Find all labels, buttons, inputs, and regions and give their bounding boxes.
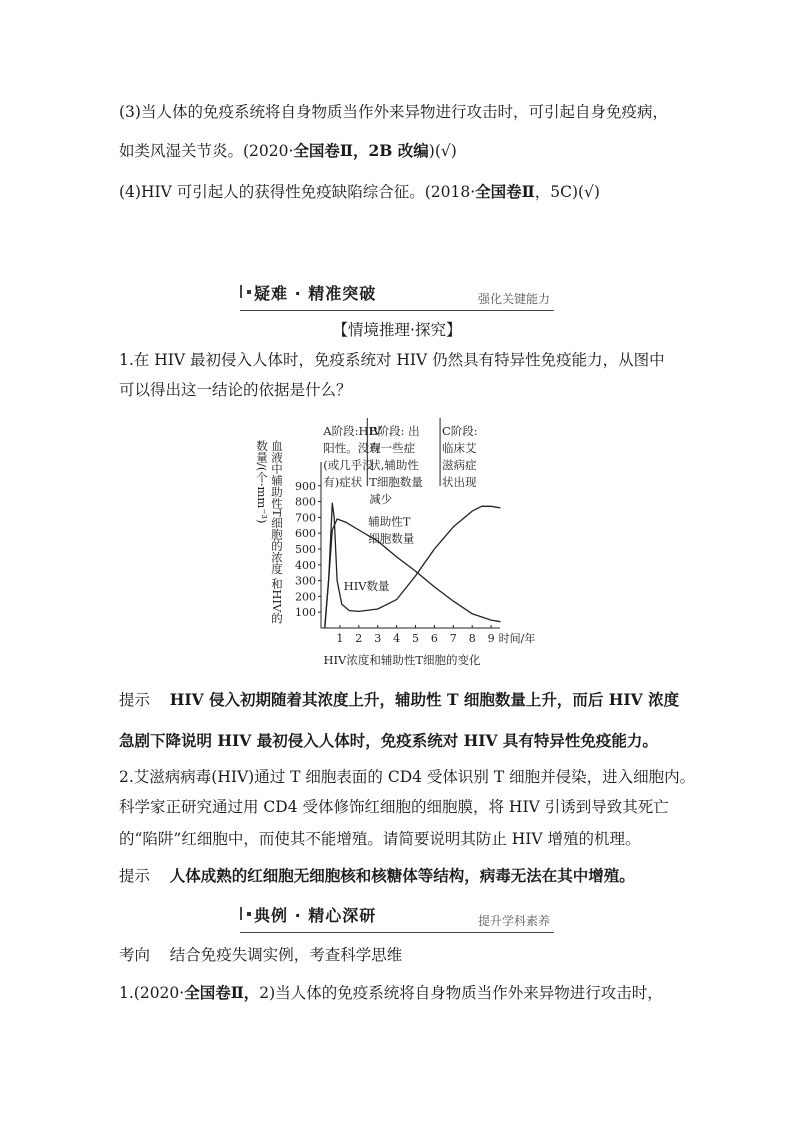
y-tick-label: 400 [295,558,316,572]
y-tick-label: 900 [295,479,316,493]
question-2-line-3: 的“陷阱”红细胞中，而使其不能增殖。请简要说明其防止 HIV 增殖的机理。 [119,830,641,848]
stage-A-text: 阳性。没有 [323,441,381,455]
y-tick-label: 700 [295,511,316,525]
kaoxiang-text: 结合免疫失调实例，考查科学思维 [169,946,403,964]
stage-B-text: 现一些症 [369,441,416,455]
tip-1-line-2: 急剧下降说明 HIV 最初侵入人体时，免疫系统对 HIV 具有特异性免疫能力。 [119,731,658,750]
q3-text: 2)当人体的免疫系统将自身物质当作外来异物进行攻击时， [259,984,663,1002]
q3-source: 全国卷Ⅱ， [184,983,260,1002]
y-tick-label: 800 [295,495,316,509]
series-label-helper-t-cells: 辅助性T [368,514,411,529]
tip-1-text-1: HIV 侵入初期随着其浓度上升，辅助性 T 细胞数量上升，而后 HIV 浓度 [169,690,680,709]
x-tick-label: 8 [468,632,476,645]
stage-A-text: A阶段:HIV [323,424,382,438]
tip-2 [119,866,699,886]
section-subtitle: 强化关键能力 [477,292,550,306]
stage-B-text: B阶段: 出 [369,424,420,438]
x-tick-label: 2 [355,632,363,645]
tip-1-line-1 [119,690,699,710]
x-tick-label: 9 [487,632,495,645]
p4-text: (4)HIV 可引起人的获得性免疫缺陷综合征。(2018· [119,183,476,201]
section-title: 典例 · 精心深研 [254,906,377,925]
stage-C-text: 状出现 [441,475,477,489]
tip-2-text: 人体成熟的红细胞无细胞核和核糖体等结构，病毒无法在其中增殖。 [169,866,635,885]
tip-2-label: 提示 [119,867,151,885]
y-axis-label-line-1: 血液中辅助性T细胞的浓度 [270,440,284,575]
section-dot-icon [247,912,251,916]
y-tick-label: 200 [295,590,316,604]
question-3-line-1 [119,983,699,1003]
chart-title: HIV浓度和辅助性T细胞的变化 [323,653,481,667]
section-mark-icon [240,907,246,920]
x-tick-label: 4 [393,632,401,645]
paragraph-3-line-1: (3)当人体的免疫系统将自身物质当作外来异物进行攻击时，可引起自身免疫病， [119,103,668,121]
section-header-difficulty [240,281,554,311]
citation-suffix: )(√) [428,142,457,160]
y-tick-label: 300 [295,574,316,588]
stage-C-text: 滋病症 [441,458,477,472]
p4-source: 全国卷Ⅱ [475,182,535,201]
y-axis-label [252,440,284,630]
p4-suffix: ，5C)(√) [534,183,600,201]
question-1-line-2: 可以得出这一结论的依据是什么？ [119,381,352,399]
stage-B-text: 状,辅助性 [369,458,419,472]
y-tick-label: 100 [295,606,316,620]
section-title: 疑难 · 精准突破 [254,284,377,303]
section-rule [240,932,554,933]
question-1-line-1: 1.在 HIV 最初侵入人体时，免疫系统对 HIV 仍然具有特异性免疫能力，从图中 [119,351,665,369]
citation-prefix: 如类风湿关节炎。(2020· [119,142,294,160]
x-tick-label: 7 [449,632,457,645]
kaoxiang-label: 考向 [119,946,151,964]
hiv-chart [250,418,550,676]
stage-B-text: 减少 [369,492,393,506]
section-header-example [240,903,554,933]
section-mark-icon [240,285,246,298]
citation-source: 全国卷Ⅱ，2B 改编 [293,141,429,160]
series-label-hiv: HIV数量 [343,579,390,594]
x-tick-label: 5 [412,632,419,645]
paragraph-3-line-2 [119,141,699,161]
stage-C-text: C阶段: [441,424,478,438]
tip-1-label: 提示 [119,691,151,709]
y-tick-label: 500 [295,543,316,556]
stage-A-text: (或几乎没 [323,458,374,472]
q3-prefix: 1.(2020· [119,984,185,1002]
x-tick-label: 6 [430,632,438,645]
chart-plot [250,418,550,676]
stage-A-text: 有)症状 [323,475,363,489]
section-dot-icon [247,290,251,294]
question-2-line-2: 科学家正研究通过用 CD4 受体修饰红细胞的细胞膜，将 HIV 引诱到导致其死亡 [119,798,669,816]
bracket-title: 【情境推理·探究】 [332,321,462,339]
y-axis-label-line-2: 和HIV的数量/(个·mm⁻³) [255,440,284,624]
question-2-line-1: 2.艾滋病病毒(HIV)通过 T 细胞表面的 CD4 受体识别 T 细胞并侵染，进入细胞内。 [119,768,696,786]
stage-C-text: 临床艾 [441,441,477,455]
section-rule [240,310,554,311]
kaoxiang-line [119,945,699,965]
section-subtitle: 提升学科素养 [477,914,550,928]
y-tick-label: 600 [295,527,316,541]
stage-B-text: T细胞数量 [369,475,423,489]
series-hiv [325,503,501,626]
x-tick-label: 3 [374,632,382,645]
series-label-helper-t-cells: 细胞数量 [368,531,415,546]
paragraph-4 [119,182,699,202]
x-axis-label: 时间/年 [498,632,536,645]
x-tick-label: 1 [336,632,344,645]
